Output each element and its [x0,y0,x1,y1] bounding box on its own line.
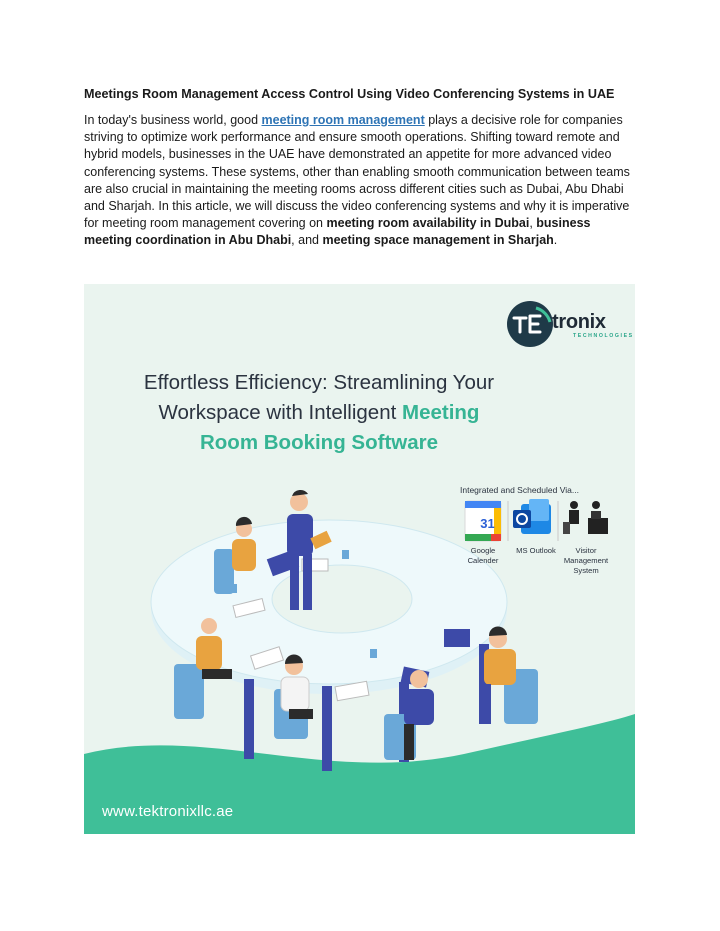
paragraph-text: plays a decisive role for companies striving to optimize work performance and ensure smooth operations. Shifting toward remote and hybrid models, businesses in the UAE have demonstrated an appetite for more advanced video conferencing systems. These systems, other than enabling smooth communication between teams are also crucial in maintaining the meeting rooms across different cities such as Dubai, Abu Dhabi and Sharjah. In this article, we will discuss the video conferencing systems and why it is imperative for meeting room management covering on [84,113,630,231]
banner-headline [84,368,554,458]
meeting-room-management-link[interactable]: meeting room management [261,113,425,127]
headline-plain: Workspace with Intelligent [158,401,402,424]
bold-phrase-sharjah: meeting space management in Sharjah [322,233,554,248]
headline-line-2 [84,398,554,428]
visitor-management-label: Visitor Management System [563,546,609,575]
promo-banner-image [84,284,635,834]
laptop-icon [444,629,470,647]
bold-phrase-abu-dhabi: business meeting coordination in Abu Dhabi [84,216,591,248]
paragraph-text: In today's business world, good [84,113,262,127]
website-url: www.tektronixllc.ae [102,803,234,820]
ms-outlook-label: MS Outlook [516,546,556,555]
person-seated [232,517,256,571]
logo-wordmark: tronix [552,311,606,333]
integrations-label: Integrated and Scheduled Via... [460,485,579,495]
paragraph-end: . [553,233,558,248]
chair [174,664,204,719]
headline-line-3: Room Booking Software [199,431,439,454]
intro-paragraph [84,112,640,250]
logo-subtitle: TECHNOLOGIES [573,333,634,339]
visitor-management-icon [563,501,608,534]
calendar-day: 31 [480,516,495,531]
bold-phrase-dubai: meeting room availability in Dubai [326,216,530,231]
separator-text: , [529,216,537,231]
headline-accent: Meeting [402,401,480,424]
ms-outlook-icon [513,499,551,534]
google-calendar-label: Google Calender [467,546,499,565]
separator-text: , and [291,233,323,248]
document-title: Meetings Room Management Access Control Using Video Conferencing Systems in UAE [84,87,615,101]
headline-line-1: Effortless Efficiency: Streamlining Your [143,371,495,394]
banner-illustration [84,284,635,834]
